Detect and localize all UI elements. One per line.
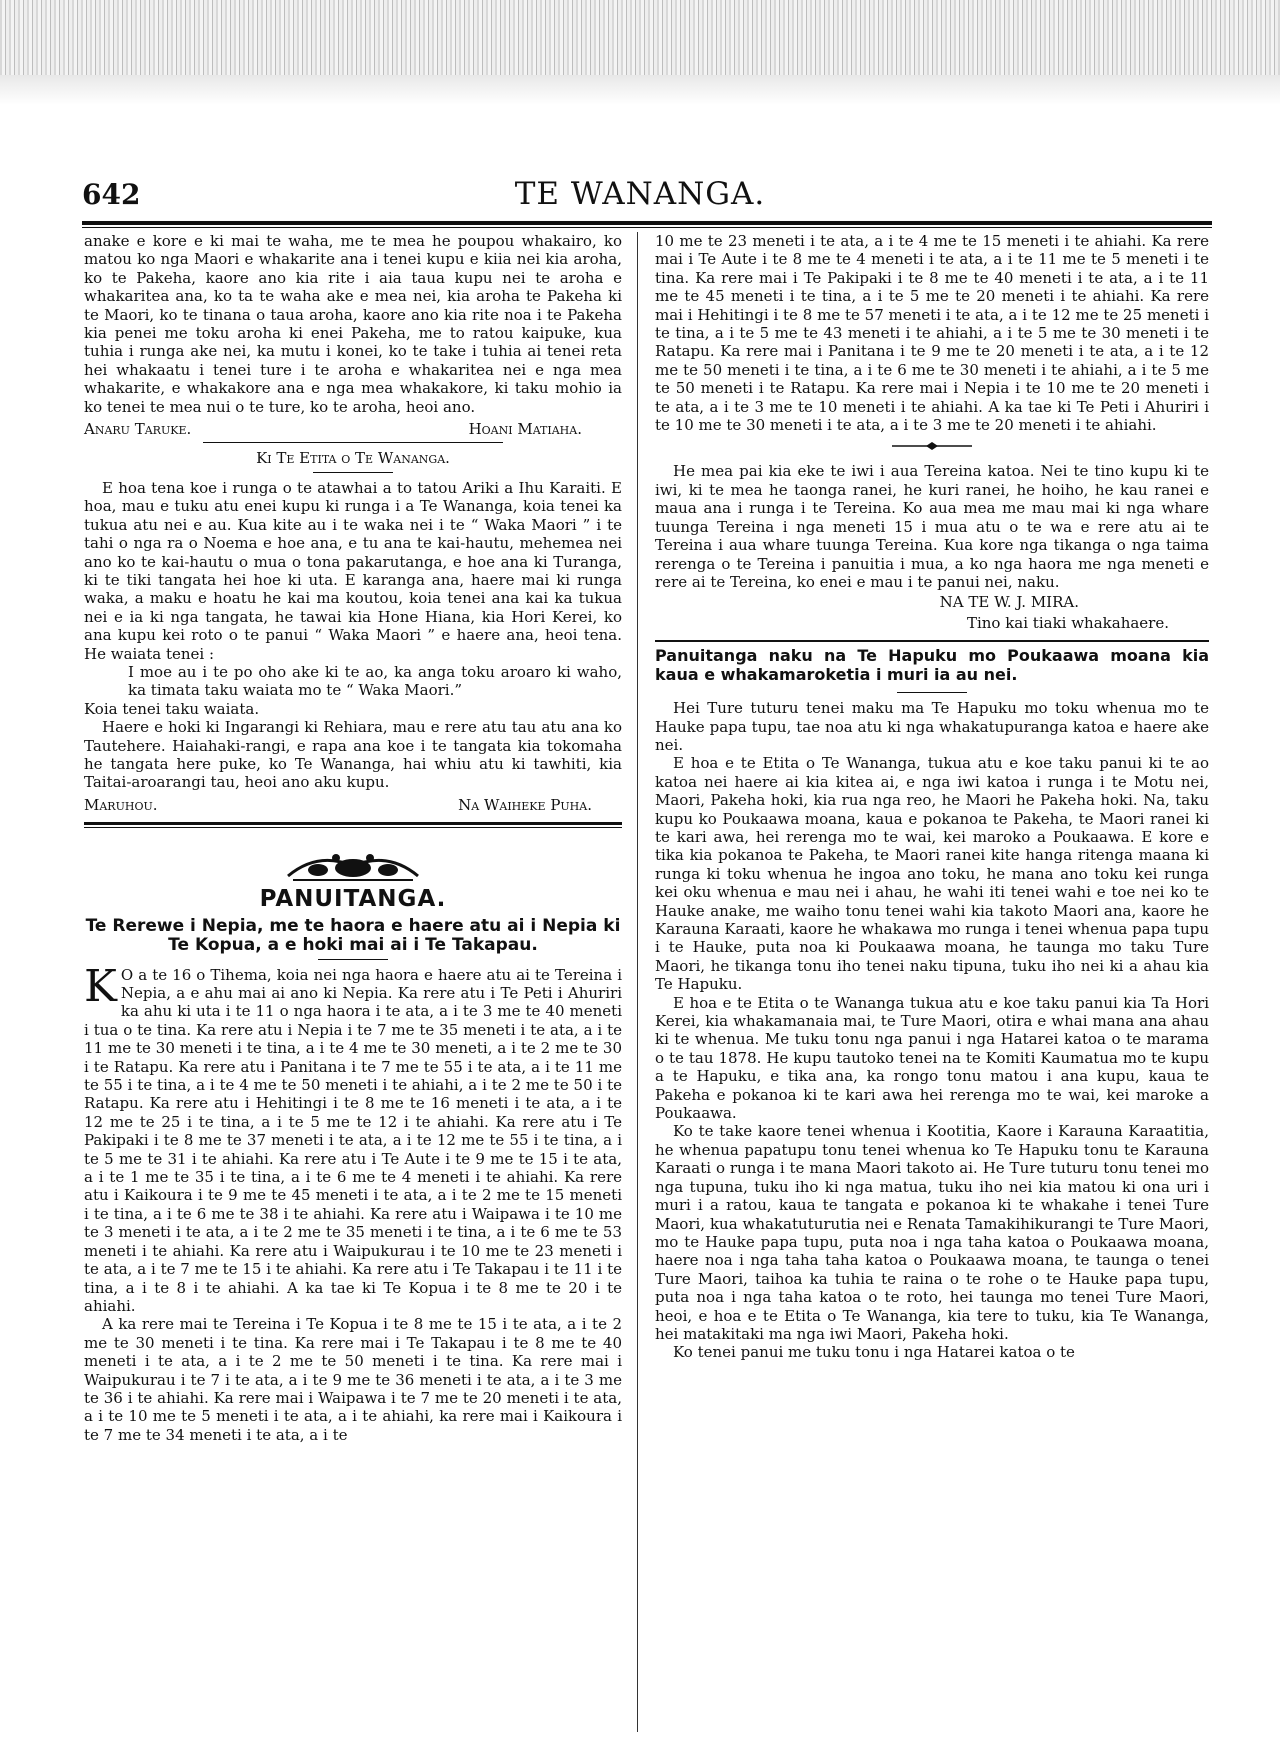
continued-timetable-paragraph: 10 me te 23 meneti i te ata, a i te 4 me te 15 meneti i te ahiahi. Ka rere mai i Te Aute i te 8 me te 4 meneti i te ata, a i te 11 me te 5 meneti i te tina. Ka rere mai i Te Pakipaki i te 8 me te 40 meneti i te ata, a i te 11 me te 45 meneti i te tina, a i te 5 me te 20 meneti i te ahiahi. Ka rere mai i Hehitingi i te 8 me te 57 meneti i te ata, a i te 12 me te 25 meneti i te tina, a i te 5 me te 43 meneti i te ahiahi, a i te 5 me te 30 meneti i te Ratapu. Ka rere mai i Panitana i te 9 me te 20 meneti i te ata, a i te 12 me te 50 meneti i te tina, a i te 6 me te 30 meneti i te ahiahi, a i te 5 me te 50 meneti i te Ratapu. Ka rere mai i Nepia i te 10 me te 20 meneti i te ata, a i te 3 me te 10 meneti i te ahiahi. A ka tae ki Te Peti i Ahuriri i te 10 me te 30 meneti i te ata, a i te 3 me te 20 meneti i te ahiahi. — [655, 232, 1209, 435]
column-divider — [637, 232, 638, 1732]
waiata-intro: Koia tenei taku waiata. — [84, 699, 260, 718]
hapuku-heading: Panuitanga naku na Te Hapuku mo Poukaawa moana kia kaua e whakamaroketia i muri ia au nei. — [655, 646, 1209, 685]
ornament-icon — [278, 846, 428, 886]
closing-paragraph: Haere e hoki ki Ingarangi ki Rehiara, mau e rere atu tau atu ana ko Tautehere. Haiahaki-rangi, e rapa ana koe i te tangata kia tokomaha he tangata here puke, ko Te Wananga, hai whiu atu ki tawhiti, kia Taitai-aroarangi tau, heoi ano aku kupu. — [84, 718, 622, 792]
section-rule-thick — [84, 822, 622, 825]
signature-title: Tino kai tiaki whakahaere. — [966, 613, 1169, 632]
editor-letter-heading: Ki Te Etita o Te Wananga. — [256, 449, 450, 468]
signature-mira: NA TE W. J. MIRA. — [939, 593, 1079, 612]
signature-maruhou: Maruhou. — [84, 795, 158, 814]
scan-header-band — [0, 0, 1280, 105]
signature-waiheke: Na Waiheke Puha. — [458, 795, 592, 814]
header-rule-thin — [82, 227, 1212, 228]
short-divider — [897, 692, 967, 693]
return-timetable-paragraph: A ka rere mai te Tereina i Te Kopua i te 8 me te 15 i te ata, a i te 2 me te 30 meneti i te tina. Ka rere mai i Te Takapau i te 8 me te 40 meneti i te ata, a i te 2 me te 50 meneti i te tina. Ka rere mai i Waipukurau i te 7 i te ata, a i te 9 me te 36 meneti i te ata, a i te 3 me te 36 i te ahiahi. Ka rere mai i Waipawa i te 7 me te 20 meneti i te ata, a i te 10 me te 5 meneti i te ata, a i te ahiahi, ka rere mai i Kaikoura i te 7 me te 34 meneti i te ata, a i te — [84, 1315, 622, 1444]
notice-paragraph: He mea pai kia eke te iwi i aua Tereina katoa. Nei te tino kupu ki te iwi, ki te mea he taonga ranei, he kuri ranei, he hoiho, he kau ranei e maua ana i runga i te Tereina. Ko aua mea me mau mai ki nga whare tuunga Tereina i nga meneti 15 i mua atu o te wa e rere atu ai te Tereina i aua whare tuunga Tereina. Kua kore nga tikanga o nga taima rerenga o te Tereina i panuitia i mua, a ko nga haora me nga meneti e rere ai te Tereina, ko enei e mau i te panui nei, naku. — [655, 462, 1209, 591]
signature-hoani: Hoani Matiaha. — [468, 420, 582, 439]
railway-subtitle: Te Rerewe i Nepia, me te haora e haere atu ai i Nepia ki Te Kopua, a e hoki mai ai i Te Takapau. — [85, 915, 621, 955]
page-number: 642 — [82, 178, 141, 211]
hapuku-paragraph-1: Hei Ture tuturu tenei maku ma Te Hapuku mo toku whenua mo te Hauke papa tupu, tae noa atu ki nga whakatupuranga katoa e haere ake nei. — [655, 699, 1209, 754]
hapuku-paragraph-5: Ko tenei panui me tuku tonu i nga Hatarei katoa o te — [673, 1343, 1075, 1362]
header-rule — [82, 221, 1212, 225]
signature-anaru: Anaru Taruke. — [84, 420, 192, 439]
signature-row-1 — [84, 420, 622, 438]
short-divider — [318, 959, 388, 960]
letter-paragraph: E hoa tena koe i runga o te atawhai a to tatou Ariki a Ihu Karaiti. E hoa, mau e tuku atu enei kupu ki runga i a Te Wananga, koia tenei ka tukua atu nei e au. Kua kite au i te waka nei i te “ Waka Maori ” i te tahi o nga ra o Noema e hoe ana, e tu ana te kai-hautu, mehemea nei ano ko te kai-hautu o mua o tona pakarutanga, e hoe ana ki Turanga, ki te tiki tangata hei hoe ki uta. E karanga ana, haere mai ki runga waka, a maku e hoatu he kai ma koutou, koia tenei ana kai ka tukua nei e ia ki nga tangata, he tawai kia Hone Hiana, kia Hori Kerei, ko ana kupu kei roto o te panui “ Waka Maori ” e haere ana, heoi tena. He waiata tenei : — [84, 478, 622, 663]
signature-row-2 — [84, 796, 622, 814]
intro-paragraph: anake e kore e ki mai te waha, me te mea he poupou whakairo, ko matou ko nga Maori e whakarite ana i tenei kupu e kiia nei kia aroha, ko te Pakeha, kaore ano kia rite i aia taua kupu nei te aroha e whakaritea ana, ko ta te waha ake e mea nei, kia aroha te Pakeha ki te Maori, ko te tinana o taua aroha, kaore ano kia rite noa i te Pakeha kia penei me toku aroha ki enei Pakeha, me to ratou kaipuke, kua tuhia i runga ake nei, ka mutu i konei, ko te take i tuhia ai tenei reta hei whakaatu i tenei ture i te aroha e whakaritea nei e nga mea whakarite, e whakakore ana e nga mea whakakore, ki taku mohio ia ko tenei te mea nui o te ture, ko te aroha, heoi ano. — [84, 232, 622, 416]
hapuku-paragraph-3: E hoa e te Etita o te Wananga tukua atu e koe taku panui kia Ta Hori Kerei, kia whakamanaia mai, te Ture Maori, otira e whai mana ana ahau ki te whenua. Me tuku tonu nga panui i nga Hatarei katoa o te marama o te tau 1878. He kupu tautoko tenei na te Komiti Kaumatua mo te kupu a te Hapuku, e tika ana, ka rongo tonu matou i ana kupu, kaua te Pakeha e pokanoa ki te kari awa hei rerenga mo te wai, kei maroke a Poukaawa. — [655, 993, 1209, 1123]
drop-cap: K — [84, 960, 117, 1012]
section-rule — [655, 640, 1209, 642]
waiata-line: I moe au i te po oho ake ki te ao, ka anga toku aroaro ki waho, ka timata taku waiata mo te “ Waka Maori.” — [128, 662, 622, 700]
masthead-title: TE WANANGA. — [514, 176, 766, 212]
left-column — [84, 232, 622, 1444]
panuitanga-title: PANUITANGA. — [259, 886, 447, 913]
section-rule-thin — [84, 827, 622, 828]
diamond-divider-icon — [892, 442, 972, 450]
hapuku-paragraph-2: E hoa e te Etita o Te Wananga, tukua atu e koe taku panui ki te ao katoa nei haere ai kia kitea ai, e nga iwi katoa i runga i te Motu nei, Maori, Pakeha hoki, kia rua nga reo, he Maori he Pakeha hoki. Na, taku kupu ko Poukaawa moana, kaua e pokanoa te Pakeha, te Maori ranei ki te kari awa, hei rerenga mo te wai, kei maroko a Poukaawa. E kore e tika kia pokanoa te Pakeha, te Maori ranei kite hanga ritenga maana ki runga ki toku whenua he ingoa ano toku, he mana ano toku kei runga kei oku whenua e mau nei i ahau, he wahi iti tenei wahi e toe nei ko te Hauke anake, me waiho tonu tenei wahi kia takoto Maori ana, kaore he Karauna Karaati, kaore he whakawa mo runga i tenei whenua papa tupu i te Hauke, puta noa ki Poukaawa moana, he taunga mo taku Ture Maori, he tikanga tonu iho tenei naku tipuna, tuku iho nei ki a ahau kia Te Hapuku. — [655, 754, 1209, 994]
right-column — [655, 232, 1209, 1362]
hapuku-paragraph-4: Ko te take kaore tenei whenua i Kootitia, Kaore i Karauna Karaatitia, he whenua papatupu tonu tenei whenua ko Te Hapuku tonu te Karauna Karaati o runga i te mana Maori takoto ai. He Ture tuturu tonu tenei mo nga tupuna, tuku iho ki nga matua, tuku iho nei kia matou ki ona uri i muri i a ratou, kaua te tangata e pokanoa ki te whakahe i tenei Ture Maori, kua whakatuturutia nei e Renata Tamakihikurangi te Ture Maori, mo te Hauke papa tupu, puta noa i nga taha katoa o Poukaawa moana, haere noa i nga taha taha katoa o Poukaawa moana, te taunga o tenei Ture Maori, taihoa ka tuhia te raina o te rohe o te Hauke papa tupu, puta noa i nga taha katoa o te roto, hei taunga mo tenei Ture Maori, heoi, e hoa e te Etita o Te Wananga, kia tere to tuku, kia Te Wananga, hei matakitaki ma nga iwi Maori, Pakeha hoki. — [655, 1122, 1209, 1343]
short-divider — [203, 442, 503, 443]
short-divider — [313, 472, 393, 473]
timetable-paragraph: O a te 16 o Tihema, koia nei nga haora e haere atu ai te Tereina i Nepia, a e ahu mai ai ano ki Nepia. Ka rere atu i Te Peti i Ahuriri ka ahu ki uta i te 11 o nga haora i te ata, a i te 3 me te 40 meneti i tua o te tina. Ka rere atu i Nepia i te 7 me te 35 meneti i te ata, a i te 11 me te 30 meneti i te tina, a i te 4 me te 30 meneti, a i te 2 me te 30 i te Ratapu. Ka rere atu i Panitana i te 7 me te 55 i te ata, a i te 11 me te 55 i te tina, a i te 4 me te 50 meneti i te ahiahi, a i te 2 me te 50 i te Ratapu. Ka rere atu i Hehitingi i te 8 me te 16 meneti i te ata, a i te 12 me te 25 i te tina, a i te 5 me te 12 i te ahiahi. Ka rere atu i Te Pakipaki i te 8 me te 37 meneti i te ata, a i te 12 me te 55 i te tina, a i te 5 me te 31 i te ahiahi. Ka rere atu i Te Aute i te 9 me te 15 i te ata, a i te 1 me te 35 i te tina, a i te 6 me te 4 meneti i te ahiahi. Ka rere atu i Kaikoura i te 9 me te 45 meneti i te ata, a i te 2 me te 15 meneti i te tina, a i te 6 me te 38 i te ahiahi. Ka rere atu i Waipawa i te 10 me te 3 meneti i te ata, a i te 2 me te 35 meneti i te tina, a i te 6 me te 53 meneti i te ahiahi. Ka rere atu i Waipukurau i te 10 me te 23 meneti i te ata, a i te 7 me te 15 i te ahiahi. Ka rere atu i Te Takapau i te 11 i te tina, a i te 8 i te ahiahi. A ka tae ki Te Kopua i te 8 me te 20 i te ahiahi. — [84, 965, 622, 1315]
